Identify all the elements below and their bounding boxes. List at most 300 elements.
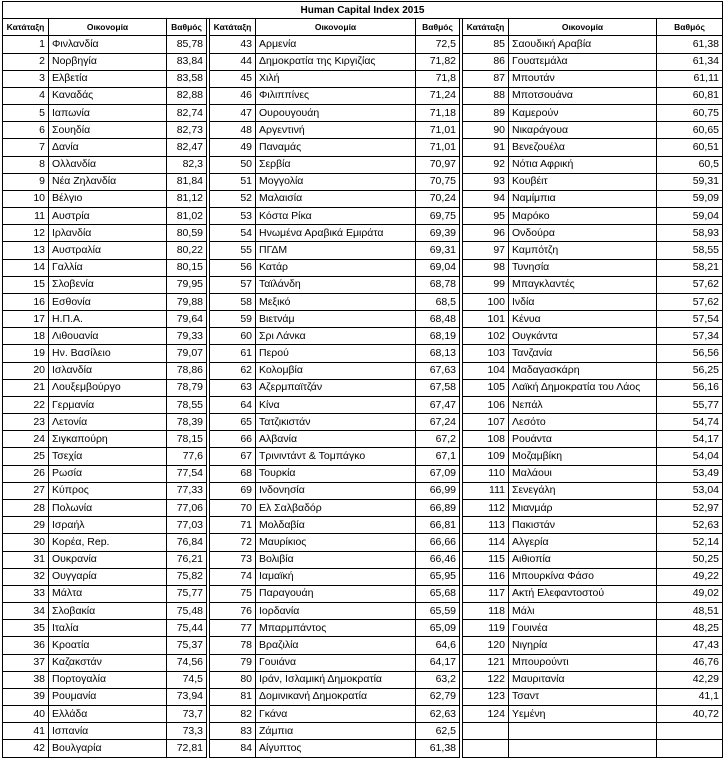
economy-cell[interactable]: Μπουρούντι [509, 654, 657, 671]
rank-cell[interactable]: 18 [3, 328, 49, 345]
rank-cell[interactable]: 116 [463, 568, 509, 585]
score-cell[interactable]: 75,44 [167, 620, 207, 637]
empty-cell[interactable] [657, 723, 723, 740]
rank-cell[interactable]: 57 [210, 276, 256, 293]
economy-cell[interactable]: Ισλανδία [49, 362, 167, 379]
rank-cell[interactable]: 7 [3, 139, 49, 156]
economy-cell[interactable]: Κίνα [256, 396, 416, 413]
economy-cell[interactable]: Ολλανδία [49, 156, 167, 173]
economy-cell[interactable]: Πολωνία [49, 499, 167, 516]
score-cell[interactable]: 68,78 [416, 276, 460, 293]
economy-cell[interactable]: Γαλλία [49, 259, 167, 276]
rank-cell[interactable]: 22 [3, 396, 49, 413]
score-cell[interactable]: 79,64 [167, 311, 207, 328]
score-cell[interactable]: 78,39 [167, 414, 207, 431]
score-cell[interactable]: 49,22 [657, 568, 723, 585]
economy-cell[interactable]: Μπαρμπάντος [256, 620, 416, 637]
score-cell[interactable]: 75,82 [167, 568, 207, 585]
score-cell[interactable]: 60,65 [657, 122, 723, 139]
rank-cell[interactable]: 61 [210, 345, 256, 362]
economy-cell[interactable]: Ιορδανία [256, 603, 416, 620]
score-cell[interactable]: 82,47 [167, 139, 207, 156]
score-cell[interactable]: 69,39 [416, 225, 460, 242]
rank-cell[interactable]: 9 [3, 173, 49, 190]
rank-cell[interactable]: 31 [3, 551, 49, 568]
rank-cell[interactable]: 102 [463, 328, 509, 345]
rank-cell[interactable]: 3 [3, 70, 49, 87]
economy-cell[interactable]: Μιανμάρ [509, 499, 657, 516]
economy-cell[interactable]: Ινδονησία [256, 482, 416, 499]
score-cell[interactable]: 41,1 [657, 688, 723, 705]
rank-cell[interactable]: 106 [463, 396, 509, 413]
score-cell[interactable]: 40,72 [657, 706, 723, 723]
rank-cell[interactable]: 13 [3, 242, 49, 259]
score-cell[interactable]: 77,03 [167, 517, 207, 534]
rank-cell[interactable]: 68 [210, 465, 256, 482]
economy-cell[interactable]: Καμερούν [509, 105, 657, 122]
rank-cell[interactable]: 67 [210, 448, 256, 465]
economy-cell[interactable]: Νότια Αφρική [509, 156, 657, 173]
economy-cell[interactable]: Σλοβενία [49, 276, 167, 293]
score-cell[interactable]: 67,63 [416, 362, 460, 379]
rank-cell[interactable]: 89 [463, 105, 509, 122]
economy-cell[interactable]: Κροατία [49, 637, 167, 654]
rank-cell[interactable]: 53 [210, 208, 256, 225]
rank-cell[interactable]: 92 [463, 156, 509, 173]
economy-cell[interactable]: Περού [256, 345, 416, 362]
score-cell[interactable]: 65,68 [416, 585, 460, 602]
score-cell[interactable]: 66,81 [416, 517, 460, 534]
economy-cell[interactable]: Νεπάλ [509, 396, 657, 413]
score-cell[interactable]: 58,93 [657, 225, 723, 242]
rank-cell[interactable]: 64 [210, 396, 256, 413]
score-cell[interactable]: 67,24 [416, 414, 460, 431]
rank-cell[interactable]: 35 [3, 620, 49, 637]
score-cell[interactable]: 56,56 [657, 345, 723, 362]
score-cell[interactable]: 80,59 [167, 225, 207, 242]
economy-cell[interactable]: Ηνωμένα Αραβικά Εμιράτα [256, 225, 416, 242]
score-cell[interactable]: 69,31 [416, 242, 460, 259]
economy-cell[interactable]: Βραζιλία [256, 637, 416, 654]
economy-cell[interactable]: Μαλάουι [509, 465, 657, 482]
economy-cell[interactable]: Γουινέα [509, 620, 657, 637]
score-cell[interactable]: 59,09 [657, 190, 723, 207]
rank-cell[interactable]: 47 [210, 105, 256, 122]
rank-cell[interactable]: 17 [3, 311, 49, 328]
score-cell[interactable]: 81,12 [167, 190, 207, 207]
score-cell[interactable]: 68,5 [416, 293, 460, 310]
economy-cell[interactable]: Σερβία [256, 156, 416, 173]
economy-cell[interactable]: Ζάμπια [256, 723, 416, 740]
rank-cell[interactable]: 69 [210, 482, 256, 499]
economy-cell[interactable]: Γερμανία [49, 396, 167, 413]
economy-cell[interactable]: Μπουρκίνα Φάσο [509, 568, 657, 585]
economy-cell[interactable]: Γουιάνα [256, 654, 416, 671]
rank-cell[interactable]: 4 [3, 87, 49, 104]
economy-cell[interactable]: Τσεχία [49, 448, 167, 465]
score-cell[interactable]: 54,04 [657, 448, 723, 465]
score-cell[interactable]: 60,51 [657, 139, 723, 156]
economy-cell[interactable]: Ισπανία [49, 723, 167, 740]
rank-cell[interactable]: 94 [463, 190, 509, 207]
rank-cell[interactable]: 12 [3, 225, 49, 242]
economy-cell[interactable]: Ουγγαρία [49, 568, 167, 585]
rank-cell[interactable]: 60 [210, 328, 256, 345]
score-cell[interactable]: 57,34 [657, 328, 723, 345]
rank-cell[interactable]: 105 [463, 379, 509, 396]
rank-cell[interactable]: 25 [3, 448, 49, 465]
rank-cell[interactable]: 6 [3, 122, 49, 139]
economy-cell[interactable]: Μαυρίκιος [256, 534, 416, 551]
rank-cell[interactable]: 43 [210, 36, 256, 53]
economy-cell[interactable]: Λεσότο [509, 414, 657, 431]
rank-cell[interactable]: 71 [210, 517, 256, 534]
score-cell[interactable]: 71,18 [416, 105, 460, 122]
rank-cell[interactable]: 88 [463, 87, 509, 104]
score-cell[interactable]: 64,17 [416, 654, 460, 671]
score-cell[interactable]: 74,5 [167, 671, 207, 688]
rank-cell[interactable]: 118 [463, 603, 509, 620]
economy-cell[interactable]: Κύπρος [49, 482, 167, 499]
economy-cell[interactable]: Λιθουανία [49, 328, 167, 345]
score-cell[interactable]: 73,94 [167, 688, 207, 705]
economy-cell[interactable]: Μαδαγασκάρη [509, 362, 657, 379]
score-cell[interactable]: 62,63 [416, 706, 460, 723]
rank-cell[interactable]: 39 [3, 688, 49, 705]
rank-cell[interactable]: 38 [3, 671, 49, 688]
economy-cell[interactable]: Καζακστάν [49, 654, 167, 671]
economy-cell[interactable]: Νέα Ζηλανδία [49, 173, 167, 190]
score-cell[interactable]: 62,5 [416, 723, 460, 740]
economy-cell[interactable]: Πορτογαλία [49, 671, 167, 688]
economy-cell[interactable]: Ουγκάντα [509, 328, 657, 345]
rank-cell[interactable]: 93 [463, 173, 509, 190]
score-cell[interactable]: 59,04 [657, 208, 723, 225]
score-cell[interactable]: 52,97 [657, 499, 723, 516]
score-cell[interactable]: 77,06 [167, 499, 207, 516]
economy-cell[interactable]: Λουξεμβούργο [49, 379, 167, 396]
economy-cell[interactable]: Μαυριτανία [509, 671, 657, 688]
economy-cell[interactable]: Νορβηγία [49, 53, 167, 70]
economy-cell[interactable]: Παναμάς [256, 139, 416, 156]
score-cell[interactable]: 73,7 [167, 706, 207, 723]
rank-cell[interactable]: 58 [210, 293, 256, 310]
rank-cell[interactable]: 99 [463, 276, 509, 293]
score-cell[interactable]: 79,07 [167, 345, 207, 362]
score-cell[interactable]: 56,16 [657, 379, 723, 396]
rank-cell[interactable]: 65 [210, 414, 256, 431]
score-cell[interactable]: 76,21 [167, 551, 207, 568]
economy-cell[interactable]: Εσθονία [49, 293, 167, 310]
economy-cell[interactable]: Μπουτάν [509, 70, 657, 87]
economy-cell[interactable]: Αζερμπαϊτζάν [256, 379, 416, 396]
economy-cell[interactable]: Ινδία [509, 293, 657, 310]
economy-cell[interactable]: ΠΓΔΜ [256, 242, 416, 259]
rank-cell[interactable]: 32 [3, 568, 49, 585]
rank-cell[interactable]: 40 [3, 706, 49, 723]
economy-cell[interactable]: Φιλιππίνες [256, 87, 416, 104]
rank-cell[interactable]: 51 [210, 173, 256, 190]
rank-cell[interactable]: 85 [463, 36, 509, 53]
score-cell[interactable]: 68,13 [416, 345, 460, 362]
economy-cell[interactable]: Καναδάς [49, 87, 167, 104]
rank-cell[interactable]: 123 [463, 688, 509, 705]
score-cell[interactable]: 50,25 [657, 551, 723, 568]
economy-cell[interactable]: Σουηδία [49, 122, 167, 139]
rank-cell[interactable]: 14 [3, 259, 49, 276]
score-cell[interactable]: 77,33 [167, 482, 207, 499]
economy-cell[interactable]: Δομινικανή Δημοκρατία [256, 688, 416, 705]
score-cell[interactable]: 56,25 [657, 362, 723, 379]
rank-cell[interactable]: 23 [3, 414, 49, 431]
economy-cell[interactable]: Ιρλανδία [49, 225, 167, 242]
economy-cell[interactable]: Ναμίμπια [509, 190, 657, 207]
rank-cell[interactable]: 26 [3, 465, 49, 482]
rank-cell[interactable]: 98 [463, 259, 509, 276]
score-cell[interactable]: 80,22 [167, 242, 207, 259]
rank-cell[interactable]: 112 [463, 499, 509, 516]
rank-cell[interactable]: 21 [3, 379, 49, 396]
rank-cell[interactable]: 82 [210, 706, 256, 723]
score-cell[interactable]: 65,59 [416, 603, 460, 620]
economy-cell[interactable]: Νικαράγουα [509, 122, 657, 139]
score-cell[interactable]: 58,21 [657, 259, 723, 276]
rank-cell[interactable]: 77 [210, 620, 256, 637]
economy-cell[interactable]: Τσαντ [509, 688, 657, 705]
economy-cell[interactable]: Μοζαμβίκη [509, 448, 657, 465]
score-cell[interactable]: 67,2 [416, 431, 460, 448]
score-cell[interactable]: 68,19 [416, 328, 460, 345]
rank-cell[interactable]: 44 [210, 53, 256, 70]
score-cell[interactable]: 81,02 [167, 208, 207, 225]
score-cell[interactable]: 79,88 [167, 293, 207, 310]
rank-cell[interactable]: 76 [210, 603, 256, 620]
rank-cell[interactable]: 119 [463, 620, 509, 637]
score-cell[interactable]: 57,62 [657, 293, 723, 310]
rank-cell[interactable]: 2 [3, 53, 49, 70]
score-cell[interactable]: 66,46 [416, 551, 460, 568]
economy-cell[interactable]: Αυστρία [49, 208, 167, 225]
score-cell[interactable]: 61,11 [657, 70, 723, 87]
economy-cell[interactable]: Ρουμανία [49, 688, 167, 705]
rank-cell[interactable]: 37 [3, 654, 49, 671]
economy-cell[interactable]: Ελλάδα [49, 706, 167, 723]
rank-cell[interactable]: 108 [463, 431, 509, 448]
rank-cell[interactable]: 16 [3, 293, 49, 310]
rank-cell[interactable]: 91 [463, 139, 509, 156]
empty-cell[interactable] [463, 740, 509, 757]
economy-cell[interactable]: Χιλή [256, 70, 416, 87]
economy-cell[interactable]: Ιράν, Ισλαμική Δημοκρατία [256, 671, 416, 688]
score-cell[interactable]: 69,04 [416, 259, 460, 276]
economy-cell[interactable]: Σαουδική Αραβία [509, 36, 657, 53]
score-cell[interactable]: 71,82 [416, 53, 460, 70]
score-cell[interactable]: 78,15 [167, 431, 207, 448]
economy-cell[interactable]: Τρινιντάντ & Τομπάγκο [256, 448, 416, 465]
score-cell[interactable]: 75,37 [167, 637, 207, 654]
rank-cell[interactable]: 15 [3, 276, 49, 293]
rank-cell[interactable]: 104 [463, 362, 509, 379]
rank-cell[interactable]: 73 [210, 551, 256, 568]
score-cell[interactable]: 46,76 [657, 654, 723, 671]
economy-cell[interactable]: Μάλι [509, 603, 657, 620]
score-cell[interactable]: 69,75 [416, 208, 460, 225]
rank-cell[interactable]: 52 [210, 190, 256, 207]
rank-cell[interactable]: 11 [3, 208, 49, 225]
score-cell[interactable]: 57,62 [657, 276, 723, 293]
rank-cell[interactable]: 42 [3, 740, 49, 757]
score-cell[interactable]: 71,24 [416, 87, 460, 104]
score-cell[interactable]: 64,6 [416, 637, 460, 654]
score-cell[interactable]: 54,17 [657, 431, 723, 448]
rank-cell[interactable]: 55 [210, 242, 256, 259]
score-cell[interactable]: 53,04 [657, 482, 723, 499]
rank-cell[interactable]: 66 [210, 431, 256, 448]
rank-cell[interactable]: 109 [463, 448, 509, 465]
score-cell[interactable]: 52,63 [657, 517, 723, 534]
economy-cell[interactable]: Κόστα Ρίκα [256, 208, 416, 225]
score-cell[interactable]: 85,78 [167, 36, 207, 53]
rank-cell[interactable]: 87 [463, 70, 509, 87]
score-cell[interactable]: 63,2 [416, 671, 460, 688]
economy-cell[interactable]: Μάλτα [49, 585, 167, 602]
score-cell[interactable]: 70,24 [416, 190, 460, 207]
economy-cell[interactable]: Ιαμαϊκή [256, 568, 416, 585]
score-cell[interactable]: 78,79 [167, 379, 207, 396]
rank-cell[interactable]: 45 [210, 70, 256, 87]
rank-cell[interactable]: 5 [3, 105, 49, 122]
rank-cell[interactable]: 103 [463, 345, 509, 362]
economy-cell[interactable]: Αλβανία [256, 431, 416, 448]
score-cell[interactable]: 72,5 [416, 36, 460, 53]
economy-cell[interactable]: Η.Π.Α. [49, 311, 167, 328]
economy-cell[interactable]: Ισραήλ [49, 517, 167, 534]
rank-cell[interactable]: 20 [3, 362, 49, 379]
score-cell[interactable]: 65,95 [416, 568, 460, 585]
economy-cell[interactable]: Αίγυπτος [256, 740, 416, 757]
rank-cell[interactable]: 100 [463, 293, 509, 310]
rank-cell[interactable]: 122 [463, 671, 509, 688]
economy-cell[interactable]: Ελβετία [49, 70, 167, 87]
score-cell[interactable]: 59,31 [657, 173, 723, 190]
rank-cell[interactable]: 28 [3, 499, 49, 516]
rank-cell[interactable]: 29 [3, 517, 49, 534]
economy-cell[interactable]: Κολομβία [256, 362, 416, 379]
score-cell[interactable]: 79,33 [167, 328, 207, 345]
score-cell[interactable]: 61,38 [416, 740, 460, 757]
rank-cell[interactable]: 75 [210, 585, 256, 602]
score-cell[interactable]: 81,84 [167, 173, 207, 190]
rank-cell[interactable]: 50 [210, 156, 256, 173]
economy-cell[interactable]: Ην. Βασίλειο [49, 345, 167, 362]
economy-cell[interactable]: Κουβέιτ [509, 173, 657, 190]
score-cell[interactable]: 71,8 [416, 70, 460, 87]
score-cell[interactable]: 67,1 [416, 448, 460, 465]
rank-cell[interactable]: 107 [463, 414, 509, 431]
empty-cell[interactable] [509, 740, 657, 757]
rank-cell[interactable]: 41 [3, 723, 49, 740]
economy-cell[interactable]: Δημοκρατία της Κιργιζίας [256, 53, 416, 70]
economy-cell[interactable]: Αρμενία [256, 36, 416, 53]
score-cell[interactable]: 71,01 [416, 122, 460, 139]
score-cell[interactable]: 54,74 [657, 414, 723, 431]
score-cell[interactable]: 53,49 [657, 465, 723, 482]
rank-cell[interactable]: 30 [3, 534, 49, 551]
score-cell[interactable]: 60,75 [657, 105, 723, 122]
rank-cell[interactable]: 36 [3, 637, 49, 654]
score-cell[interactable]: 61,34 [657, 53, 723, 70]
rank-cell[interactable]: 56 [210, 259, 256, 276]
rank-cell[interactable]: 83 [210, 723, 256, 740]
rank-cell[interactable]: 113 [463, 517, 509, 534]
rank-cell[interactable]: 124 [463, 706, 509, 723]
rank-cell[interactable]: 1 [3, 36, 49, 53]
economy-cell[interactable]: Αλγερία [509, 534, 657, 551]
score-cell[interactable]: 67,47 [416, 396, 460, 413]
rank-cell[interactable]: 78 [210, 637, 256, 654]
rank-cell[interactable]: 59 [210, 311, 256, 328]
score-cell[interactable]: 82,3 [167, 156, 207, 173]
score-cell[interactable]: 74,56 [167, 654, 207, 671]
economy-cell[interactable]: Σενεγάλη [509, 482, 657, 499]
rank-cell[interactable]: 33 [3, 585, 49, 602]
economy-cell[interactable]: Κορέα, Rep. [49, 534, 167, 551]
score-cell[interactable]: 62,79 [416, 688, 460, 705]
economy-cell[interactable]: Κένυα [509, 311, 657, 328]
score-cell[interactable]: 66,66 [416, 534, 460, 551]
economy-cell[interactable]: Μποτσουάνα [509, 87, 657, 104]
economy-cell[interactable]: Δανία [49, 139, 167, 156]
rank-cell[interactable]: 27 [3, 482, 49, 499]
economy-cell[interactable]: Μπαγκλαντές [509, 276, 657, 293]
score-cell[interactable]: 70,75 [416, 173, 460, 190]
economy-cell[interactable]: Ρουάντα [509, 431, 657, 448]
economy-cell[interactable]: Ουρουγουάη [256, 105, 416, 122]
economy-cell[interactable]: Βενεζουέλα [509, 139, 657, 156]
rank-cell[interactable]: 54 [210, 225, 256, 242]
rank-cell[interactable]: 8 [3, 156, 49, 173]
score-cell[interactable]: 61,38 [657, 36, 723, 53]
economy-cell[interactable]: Λαϊκή Δημοκρατία του Λάος [509, 379, 657, 396]
score-cell[interactable]: 79,95 [167, 276, 207, 293]
rank-cell[interactable]: 86 [463, 53, 509, 70]
empty-cell[interactable] [509, 723, 657, 740]
rank-cell[interactable]: 48 [210, 122, 256, 139]
economy-cell[interactable]: Ρωσία [49, 465, 167, 482]
score-cell[interactable]: 77,54 [167, 465, 207, 482]
score-cell[interactable]: 57,54 [657, 311, 723, 328]
rank-cell[interactable]: 46 [210, 87, 256, 104]
economy-cell[interactable]: Βουλγαρία [49, 740, 167, 757]
score-cell[interactable]: 75,77 [167, 585, 207, 602]
score-cell[interactable]: 66,89 [416, 499, 460, 516]
rank-cell[interactable]: 24 [3, 431, 49, 448]
economy-cell[interactable]: Γουατεμάλα [509, 53, 657, 70]
economy-cell[interactable]: Υεμένη [509, 706, 657, 723]
economy-cell[interactable]: Καμπότζη [509, 242, 657, 259]
economy-cell[interactable]: Τανζανία [509, 345, 657, 362]
rank-cell[interactable]: 79 [210, 654, 256, 671]
score-cell[interactable]: 78,86 [167, 362, 207, 379]
economy-cell[interactable]: Σιγκαπούρη [49, 431, 167, 448]
score-cell[interactable]: 82,88 [167, 87, 207, 104]
rank-cell[interactable]: 34 [3, 603, 49, 620]
rank-cell[interactable]: 110 [463, 465, 509, 482]
rank-cell[interactable]: 81 [210, 688, 256, 705]
score-cell[interactable]: 60,81 [657, 87, 723, 104]
rank-cell[interactable]: 111 [463, 482, 509, 499]
rank-cell[interactable]: 115 [463, 551, 509, 568]
